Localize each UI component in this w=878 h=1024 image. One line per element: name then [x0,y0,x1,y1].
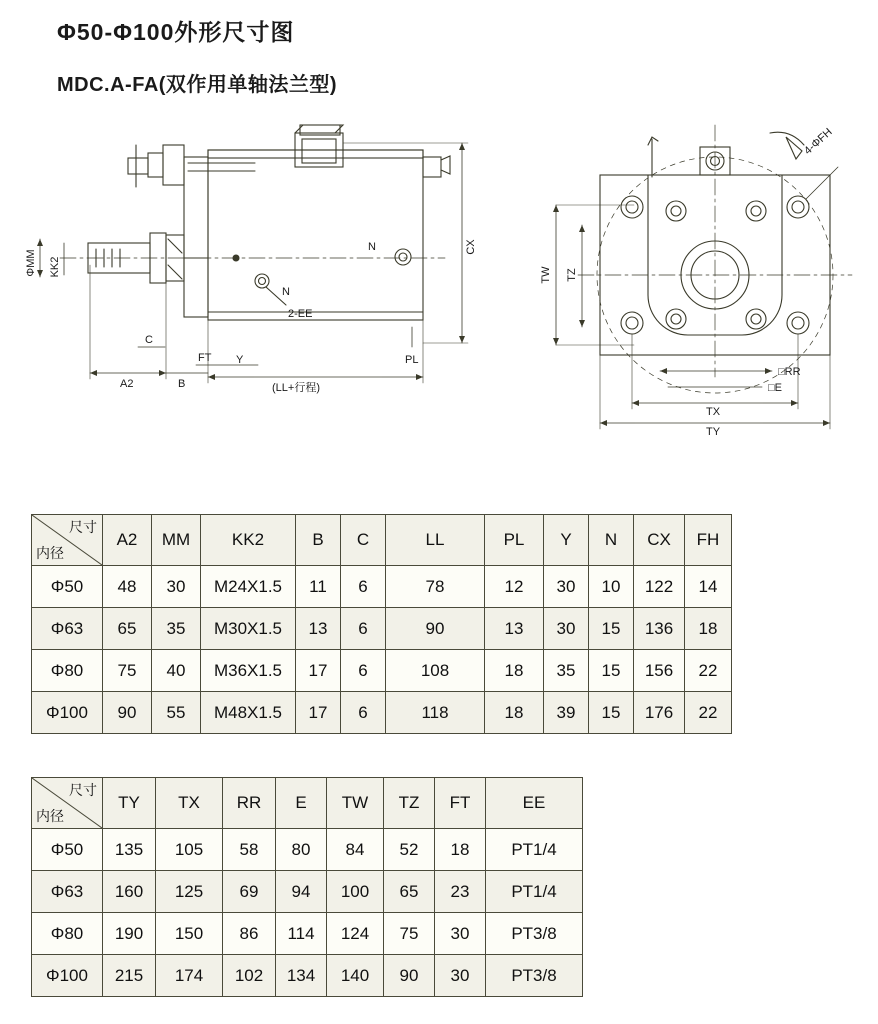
cell: 75 [103,650,152,692]
dimension-table-1 [31,514,732,734]
label-ee: 2-EE [288,308,313,320]
label-mm: ΦMM [25,249,37,277]
dimension-table-2 [31,777,583,997]
column-header-ft: FT [435,778,486,829]
cell: 15 [589,650,634,692]
cell: 176 [634,692,685,734]
cell: 190 [103,913,156,955]
corner-bottom-label: 内径 [36,808,64,824]
column-header-tx: TX [156,778,223,829]
column-header-y: Y [544,515,589,566]
row-bore: Φ80 [32,650,103,692]
corner-top-label: 尺寸 [69,782,97,798]
cell: 6 [341,650,386,692]
cell: 114 [276,913,327,955]
cell: 30 [544,566,589,608]
column-header-pl: PL [485,515,544,566]
label-tx: TX [706,406,721,418]
cell: 135 [103,829,156,871]
cell: 23 [435,871,486,913]
label-rr: □RR [778,366,801,378]
cell: 140 [327,955,384,997]
column-header-tw: TW [327,778,384,829]
corner-top-label: 尺寸 [69,519,97,535]
cell: 6 [341,566,386,608]
label-cx: CX [465,239,477,255]
cell: 108 [386,650,485,692]
label-tz: TZ [566,268,578,282]
cell: 105 [156,829,223,871]
label-fh: 4-ΦFH [801,126,835,158]
cell: 18 [485,692,544,734]
column-header-ee: EE [486,778,583,829]
cell: 174 [156,955,223,997]
column-header-b: B [296,515,341,566]
cell: 90 [384,955,435,997]
cell: 134 [276,955,327,997]
table-header-row [32,778,583,829]
cell: 125 [156,871,223,913]
cell: 100 [327,871,384,913]
cell: 65 [103,608,152,650]
cell: 30 [544,608,589,650]
cell: 80 [276,829,327,871]
column-header-rr: RR [223,778,276,829]
label-a2: A2 [120,378,134,390]
table-header-row [32,515,732,566]
cell: 13 [485,608,544,650]
cell: 48 [103,566,152,608]
cell: 17 [296,692,341,734]
label-ll: (LL+行程) [272,382,320,394]
label-tw: TW [540,266,552,284]
cell: 35 [152,608,201,650]
cell: 122 [634,566,685,608]
cell: PT1/4 [486,829,583,871]
row-bore: Φ63 [32,608,103,650]
column-header-cx: CX [634,515,685,566]
column-header-kk2: KK2 [201,515,296,566]
cell: 118 [386,692,485,734]
cell: PT3/8 [486,955,583,997]
corner-bottom-label: 内径 [36,545,64,561]
cell: 156 [634,650,685,692]
cell: 84 [327,829,384,871]
cell: 17 [296,650,341,692]
page-subtitle: MDC.A-FA(双作用单轴法兰型) [57,74,338,96]
row-bore: Φ100 [32,692,103,734]
cell: 39 [544,692,589,734]
column-header-a2: A2 [103,515,152,566]
cell: 6 [341,608,386,650]
cell: 35 [544,650,589,692]
cell: 30 [435,913,486,955]
column-header-fh: FH [685,515,732,566]
cell: M30X1.5 [201,608,296,650]
cell: 136 [634,608,685,650]
column-header-mm: MM [152,515,201,566]
table-row [32,913,583,955]
label-y: Y [236,354,244,366]
cell: 22 [685,650,732,692]
table-row [32,650,732,692]
label-pl: PL [405,354,419,366]
technical-drawing [0,115,878,445]
cell: 90 [103,692,152,734]
column-header-ll: LL [386,515,485,566]
label-n-upper: N [368,241,376,253]
label-ty: TY [706,426,721,438]
column-header-c: C [341,515,386,566]
cell: 15 [589,608,634,650]
cell: 58 [223,829,276,871]
label-e: □E [768,382,782,394]
cell: 22 [685,692,732,734]
cell: 55 [152,692,201,734]
cell: 215 [103,955,156,997]
row-bore: Φ100 [32,955,103,997]
cell: 6 [341,692,386,734]
table-row [32,692,732,734]
cell: 10 [589,566,634,608]
cell: 11 [296,566,341,608]
cell: M24X1.5 [201,566,296,608]
table-row [32,608,732,650]
cell: 52 [384,829,435,871]
cell: 90 [386,608,485,650]
table-row [32,955,583,997]
cell: 75 [384,913,435,955]
cell: 86 [223,913,276,955]
cell: PT1/4 [486,871,583,913]
cell: 18 [685,608,732,650]
row-bore: Φ50 [32,829,103,871]
row-bore: Φ80 [32,913,103,955]
cell: 65 [384,871,435,913]
page-title: Φ50-Φ100外形尺寸图 [57,19,295,45]
cell: M48X1.5 [201,692,296,734]
cell: 102 [223,955,276,997]
row-bore: Φ50 [32,566,103,608]
cell: 14 [685,566,732,608]
label-kk2: KK2 [49,256,61,278]
cell: 12 [485,566,544,608]
cell: PT3/8 [486,913,583,955]
cell: 69 [223,871,276,913]
column-header-e: E [276,778,327,829]
cell: 15 [589,692,634,734]
column-header-ty: TY [103,778,156,829]
cell: 18 [485,650,544,692]
cell: 18 [435,829,486,871]
cell: 78 [386,566,485,608]
label-b: B [178,378,186,390]
label-c: C [145,334,153,346]
column-header-tz: TZ [384,778,435,829]
table-corner-cell [32,778,103,829]
table-row [32,566,732,608]
table-row [32,829,583,871]
row-bore: Φ63 [32,871,103,913]
cell: 124 [327,913,384,955]
label-n-lower: N [282,286,290,298]
cell: 94 [276,871,327,913]
table-corner-cell [32,515,103,566]
table-row [32,871,583,913]
cell: 150 [156,913,223,955]
cell: 13 [296,608,341,650]
cell: 30 [435,955,486,997]
column-header-n: N [589,515,634,566]
label-ft: FT [198,352,212,364]
cell: M36X1.5 [201,650,296,692]
cell: 160 [103,871,156,913]
cell: 40 [152,650,201,692]
cell: 30 [152,566,201,608]
